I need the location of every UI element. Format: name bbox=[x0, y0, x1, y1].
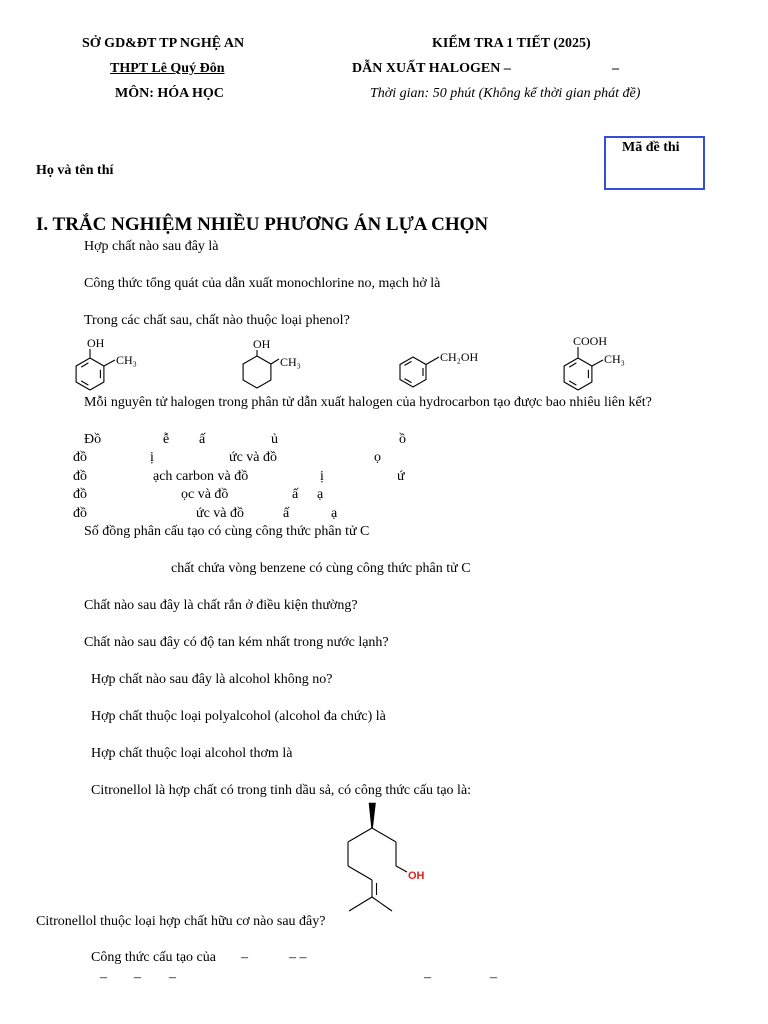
text-fragment: ạ bbox=[317, 487, 324, 502]
exam-title: KIỂM TRA 1 TIẾT (2025) bbox=[432, 36, 591, 51]
dash-fragment: – – bbox=[289, 950, 307, 965]
bond bbox=[104, 360, 115, 366]
dash-fragment: – bbox=[241, 950, 248, 965]
text-fragment: ấ bbox=[292, 487, 299, 502]
text-fragment: ồ bbox=[399, 432, 406, 447]
bond bbox=[396, 866, 407, 872]
question-text: Công thức tổng quát của dẫn xuất monochlorine no, mạch hở là bbox=[84, 276, 441, 291]
substituent-label: CH₃ bbox=[116, 353, 137, 367]
text-fragment: ấ bbox=[283, 506, 290, 521]
text-fragment: đồ bbox=[73, 487, 87, 502]
structure-3 bbox=[400, 350, 479, 387]
bond bbox=[372, 828, 396, 842]
exam-code-label: Mã đề thi bbox=[622, 140, 680, 155]
question-text: Hợp chất nào sau đây là alcohol không no? bbox=[91, 672, 333, 687]
bond bbox=[592, 360, 603, 366]
dash-fragment: – bbox=[424, 970, 431, 985]
section-heading: I. TRẮC NGHIỆM NHIỀU PHƯƠNG ÁN LỰA CHỌN bbox=[36, 214, 489, 235]
text-fragment: ứ bbox=[397, 469, 405, 484]
phenol-options-structures bbox=[60, 330, 660, 400]
substituent-label: CH₃ bbox=[604, 352, 625, 366]
subject-name: MÔN: HÓA HỌC bbox=[115, 86, 224, 101]
exam-code-box bbox=[604, 136, 705, 190]
exam-duration: Thời gian: 50 phút (Không kể thời gian phát đề) bbox=[370, 86, 641, 101]
question-text: chất chứa vòng benzene có cùng công thức phân tử C bbox=[171, 561, 471, 576]
bond bbox=[348, 866, 372, 880]
benzene-ring bbox=[400, 357, 426, 387]
text-fragment: đồ bbox=[73, 506, 87, 521]
aromatic-inner-bond bbox=[405, 361, 412, 365]
bond bbox=[271, 359, 279, 364]
question-text: Công thức cấu tạo của bbox=[91, 950, 216, 965]
text-fragment: đồ bbox=[73, 469, 87, 484]
question-text: Mỗi nguyên tử halogen trong phân tử dẫn xuất halogen của hydrocarbon tạo được bao nhiêu liên kết? bbox=[84, 395, 652, 410]
text-fragment: ị bbox=[320, 469, 324, 484]
question-text: Chất nào sau đây là chất rắn ở điều kiện thường? bbox=[84, 598, 358, 613]
question-text: Trong các chất sau, chất nào thuộc loại phenol? bbox=[84, 313, 350, 328]
substituent-label: OH bbox=[87, 336, 105, 350]
bond bbox=[348, 828, 372, 842]
bond bbox=[372, 897, 392, 911]
citronellol-structure bbox=[320, 798, 450, 916]
benzene-ring bbox=[76, 358, 104, 390]
benzene-ring bbox=[564, 358, 592, 390]
dash-fragment: – bbox=[100, 970, 107, 985]
department-name: SỞ GD&ĐT TP NGHỆ AN bbox=[82, 36, 245, 51]
structure-4 bbox=[564, 334, 625, 390]
aromatic-inner-bond bbox=[81, 381, 88, 385]
dash-fragment: – bbox=[134, 970, 141, 985]
structure-1 bbox=[76, 336, 137, 390]
aromatic-inner-bond bbox=[569, 363, 576, 367]
dash-fragment: – bbox=[490, 970, 497, 985]
aromatic-inner-bond bbox=[569, 381, 576, 385]
question-text: Số đồng phân cấu tạo có cùng công thức phân tử C bbox=[84, 524, 370, 539]
text-fragment: Đồ bbox=[84, 432, 102, 447]
text-fragment: ủ bbox=[271, 432, 278, 447]
text-fragment: ấ bbox=[199, 432, 206, 447]
exam-topic-dash: – bbox=[612, 61, 619, 76]
text-fragment: ọc và đồ bbox=[181, 487, 229, 502]
substituent-label: CH₂OH bbox=[440, 350, 479, 364]
substituent-label: COOH bbox=[573, 334, 608, 348]
wedge-bond bbox=[369, 803, 376, 828]
aromatic-inner-bond bbox=[405, 379, 412, 383]
exam-topic: DẪN XUẤT HALOGEN – bbox=[352, 61, 511, 76]
hydroxyl-label: OH bbox=[408, 870, 425, 882]
question-text: Citronellol là hợp chất có trong tinh dầu sả, có công thức cấu tạo là: bbox=[91, 783, 472, 798]
student-name-label: Họ và tên thí bbox=[36, 163, 114, 178]
text-fragment: ạ bbox=[331, 506, 338, 521]
structure-2 bbox=[243, 337, 301, 388]
text-fragment: ạch carbon và đồ bbox=[153, 469, 249, 484]
text-fragment: ọ bbox=[374, 450, 381, 465]
school-name: THPT Lê Quý Đôn bbox=[110, 61, 225, 76]
question-text: Hợp chất thuộc loại polyalcohol (alcohol đa chức) là bbox=[91, 709, 386, 724]
question-text: Hợp chất nào sau đây là bbox=[84, 239, 219, 254]
bond bbox=[426, 357, 439, 365]
substituent-label: CH₃ bbox=[280, 355, 301, 369]
substituent-label: OH bbox=[253, 337, 271, 351]
text-fragment: ễ bbox=[163, 432, 170, 447]
question-text: Hợp chất thuộc loại alcohol thơm là bbox=[91, 746, 293, 761]
cyclohexane-ring bbox=[243, 356, 271, 388]
aromatic-inner-bond bbox=[81, 363, 88, 367]
dash-fragment: – bbox=[169, 970, 176, 985]
question-text: Citronellol thuộc loại hợp chất hữu cơ nào sau đây? bbox=[36, 914, 326, 929]
text-fragment: ị bbox=[150, 450, 154, 465]
bond bbox=[349, 897, 372, 911]
question-text: Chất nào sau đây có độ tan kém nhất trong nước lạnh? bbox=[84, 635, 389, 650]
text-fragment: ức và đồ bbox=[229, 450, 278, 465]
text-fragment: đồ bbox=[73, 450, 87, 465]
text-fragment: ức và đồ bbox=[196, 506, 245, 521]
